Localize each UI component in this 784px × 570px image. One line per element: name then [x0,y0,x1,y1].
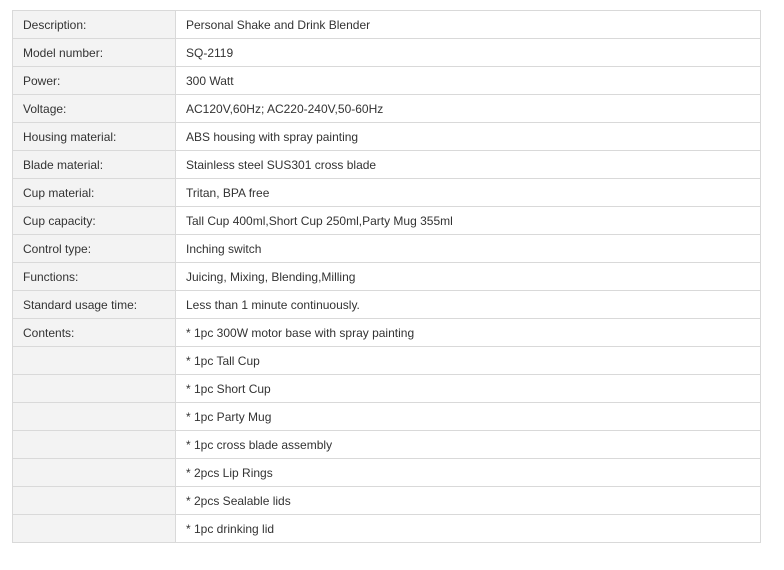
spec-value: Tall Cup 400ml,Short Cup 250ml,Party Mug 355ml [176,207,761,235]
spec-label: Contents: [13,319,176,347]
table-row [13,39,761,67]
spec-value: 300 Watt [176,67,761,95]
table-row [13,515,761,543]
spec-label: Standard usage time: [13,291,176,319]
spec-value: * 1pc drinking lid [176,515,761,543]
spec-label: Power: [13,67,176,95]
spec-value: * 2pcs Lip Rings [176,459,761,487]
spec-value: ABS housing with spray painting [176,123,761,151]
spec-label: Voltage: [13,95,176,123]
spec-label [13,347,176,375]
spec-label [13,375,176,403]
table-row [13,151,761,179]
spec-label: Blade material: [13,151,176,179]
spec-label [13,515,176,543]
spec-value: Juicing, Mixing, Blending,Milling [176,263,761,291]
spec-label: Housing material: [13,123,176,151]
spec-value: * 1pc Short Cup [176,375,761,403]
spec-value: Less than 1 minute continuously. [176,291,761,319]
spec-value: * 1pc 300W motor base with spray painting [176,319,761,347]
table-row [13,179,761,207]
spec-label: Model number: [13,39,176,67]
spec-label: Description: [13,11,176,39]
spec-value: Personal Shake and Drink Blender [176,11,761,39]
spec-label: Functions: [13,263,176,291]
spec-label [13,431,176,459]
table-row [13,431,761,459]
spec-value: * 2pcs Sealable lids [176,487,761,515]
spec-label [13,487,176,515]
table-row [13,291,761,319]
spec-table [12,10,761,543]
spec-label: Control type: [13,235,176,263]
spec-value: * 1pc cross blade assembly [176,431,761,459]
table-row [13,263,761,291]
spec-label: Cup capacity: [13,207,176,235]
spec-value: Tritan, BPA free [176,179,761,207]
table-row [13,375,761,403]
spec-table-body [13,11,761,543]
spec-label [13,459,176,487]
spec-label [13,403,176,431]
table-row [13,403,761,431]
table-row [13,67,761,95]
spec-value: AC120V,60Hz; AC220-240V,50-60Hz [176,95,761,123]
table-row [13,319,761,347]
table-row [13,11,761,39]
table-row [13,347,761,375]
spec-value: SQ-2119 [176,39,761,67]
spec-value: * 1pc Party Mug [176,403,761,431]
table-row [13,487,761,515]
table-row [13,459,761,487]
spec-label: Cup material: [13,179,176,207]
spec-value: * 1pc Tall Cup [176,347,761,375]
table-row [13,207,761,235]
table-row [13,123,761,151]
spec-value: Stainless steel SUS301 cross blade [176,151,761,179]
table-row [13,235,761,263]
spec-value: Inching switch [176,235,761,263]
table-row [13,95,761,123]
